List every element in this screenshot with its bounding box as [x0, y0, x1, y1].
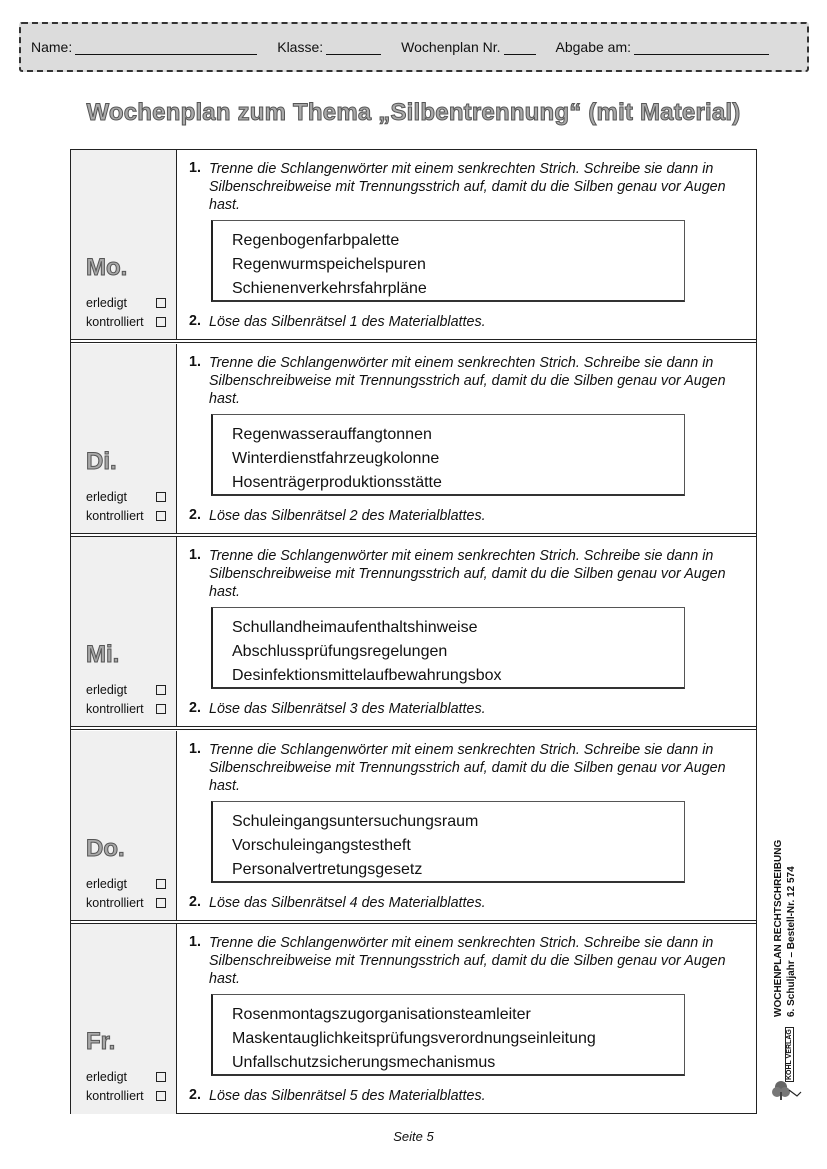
task-2-text: Löse das Silbenrätsel 3 des Materialblattes. [209, 701, 486, 717]
checked-label: kontrolliert [86, 895, 144, 910]
task-2-text: Löse das Silbenrätsel 2 des Materialblattes. [209, 507, 486, 524]
task-cell [177, 150, 756, 340]
done-label: erledigt [86, 489, 127, 504]
due-date-blank[interactable] [634, 42, 769, 55]
day-cell [71, 731, 177, 921]
checked-label: kontrolliert [86, 508, 144, 523]
word-box [211, 414, 685, 496]
done-checkbox[interactable] [156, 1072, 166, 1082]
word-item: Maskentauglichkeitsprüfungsverordnungseinleitung [232, 1030, 596, 1047]
word-item: Rosenmontagszugorganisationsteamleiter [232, 1006, 531, 1023]
task-2-text: Löse das Silbenrätsel 5 des Materialblattes. [209, 1088, 486, 1104]
task-2 [189, 507, 739, 525]
checked-label: kontrolliert [86, 315, 144, 329]
task-1 [189, 741, 739, 795]
day-label: Fr. [86, 1028, 116, 1055]
day-label: Di. [86, 447, 117, 475]
task-2 [189, 313, 739, 331]
task-1 [189, 934, 739, 988]
name-field[interactable] [31, 39, 257, 55]
day-row [71, 344, 756, 534]
done-label: erledigt [86, 683, 127, 697]
task-2-number: 2. [189, 700, 201, 716]
day-cell [71, 150, 177, 340]
task-cell [177, 537, 756, 727]
done-checkbox[interactable] [156, 298, 166, 308]
due-date-label: Abgabe am: [555, 39, 632, 55]
task-2 [189, 894, 739, 912]
task-2-number: 2. [189, 1087, 201, 1103]
task-cell [177, 924, 756, 1114]
word-item: Schullandheimaufenthaltshinweise [232, 619, 478, 636]
word-item: Schuleingangsuntersuchungsraum [232, 812, 479, 830]
side-imprint [772, 837, 812, 1017]
checked-checkbox-row[interactable] [86, 1089, 166, 1103]
day-cell [71, 344, 177, 534]
task-1 [189, 354, 739, 408]
week-plan-table [70, 149, 757, 1114]
plan-number-label: Wochenplan Nr. [401, 39, 501, 55]
task-1-text: Trenne die Schlangenwörter mit einem senkrechten Strich. Schreibe sie dann in Silbenschreibweise mit Trennungsstrich auf, damit du die Silben genau vor Augen hast. [209, 161, 726, 213]
word-item: Winterdienstfahrzeugkolonne [232, 449, 440, 467]
day-row [71, 537, 756, 727]
side-imprint-line-2: 6. Schuljahr – Bestell-Nr. 12 574 [786, 866, 797, 1017]
word-item: Hosenträgerproduktionsstätte [232, 473, 442, 491]
day-cell [71, 537, 177, 727]
task-2-text: Löse das Silbenrätsel 1 des Materialblattes. [209, 314, 486, 330]
done-checkbox[interactable] [156, 685, 166, 695]
task-1-text: Trenne die Schlangenwörter mit einem senkrechten Strich. Schreibe sie dann in Silbenschreibweise mit Trennungsstrich auf, damit du die Silben genau vor Augen hast. [209, 354, 726, 407]
done-checkbox-row[interactable] [86, 877, 166, 891]
done-checkbox-row[interactable] [86, 1070, 166, 1084]
done-checkbox[interactable] [156, 879, 166, 889]
row-separator [71, 533, 756, 537]
row-separator [71, 339, 756, 343]
task-2-text: Löse das Silbenrätsel 4 des Materialblattes. [209, 894, 486, 911]
word-item: Regenwurmspeichelspuren [232, 256, 426, 273]
done-label: erledigt [86, 876, 127, 891]
done-checkbox-row[interactable] [86, 490, 166, 504]
word-item: Vorschuleingangstestheft [232, 836, 411, 854]
publisher-logo [771, 1029, 811, 1100]
class-field[interactable] [277, 39, 381, 55]
due-date-field[interactable] [556, 39, 770, 55]
task-1-text: Trenne die Schlangenwörter mit einem senkrechten Strich. Schreibe sie dann in Silbenschreibweise mit Trennungsstrich auf, damit du die Silben genau vor Augen hast. [209, 741, 726, 794]
done-checkbox-row[interactable] [86, 683, 166, 697]
task-cell [177, 344, 756, 534]
checked-checkbox[interactable] [156, 1091, 166, 1101]
task-1-number: 1. [189, 740, 201, 757]
checked-checkbox-row[interactable] [86, 509, 166, 523]
checked-checkbox[interactable] [156, 511, 166, 521]
row-separator [71, 920, 756, 924]
checked-checkbox-row[interactable] [86, 315, 166, 329]
row-separator [71, 726, 756, 730]
checked-checkbox[interactable] [156, 317, 166, 327]
task-1 [189, 547, 739, 601]
word-box [211, 607, 685, 689]
name-blank[interactable] [75, 42, 257, 55]
day-label: Do. [86, 834, 125, 862]
checked-checkbox[interactable] [156, 898, 166, 908]
word-item: Schienenverkehrsfahrpläne [232, 280, 427, 297]
task-1-text: Trenne die Schlangenwörter mit einem senkrechten Strich. Schreibe sie dann in Silbenschreibweise mit Trennungsstrich auf, damit du die Silben genau vor Augen hast. [209, 935, 726, 987]
task-2-number: 2. [189, 893, 201, 910]
task-1-number: 1. [189, 160, 201, 176]
day-label: Mo. [86, 254, 128, 281]
task-2 [189, 700, 739, 718]
page-title: Wochenplan zum Thema „Silbentrennung“ (mit Material) [86, 99, 741, 126]
day-row [71, 924, 756, 1114]
task-2-number: 2. [189, 313, 201, 329]
day-cell [71, 924, 177, 1114]
task-1-text: Trenne die Schlangenwörter mit einem senkrechten Strich. Schreibe sie dann in Silbenschreibweise mit Trennungsstrich auf, damit du die Silben genau vor Augen hast. [209, 548, 726, 600]
word-box [211, 801, 685, 883]
checked-label: kontrolliert [86, 1089, 144, 1103]
page-number: Seite 5 [393, 1129, 434, 1144]
day-row [71, 731, 756, 921]
task-1-number: 1. [189, 934, 201, 950]
word-item: Personalvertretungsgesetz [232, 860, 423, 878]
day-label: Mi. [86, 641, 120, 668]
task-1 [189, 160, 739, 214]
done-label: erledigt [86, 296, 127, 310]
word-item: Regenwasserauffangtonnen [232, 425, 432, 443]
checked-label: kontrolliert [86, 702, 144, 716]
checked-checkbox-row[interactable] [86, 896, 166, 910]
publisher-name: KOHL VERLAG [786, 1029, 793, 1080]
word-item: Regenbogenfarbpalette [232, 232, 400, 249]
done-checkbox[interactable] [156, 492, 166, 502]
checked-checkbox-row[interactable] [86, 702, 166, 716]
task-1-number: 1. [189, 353, 201, 370]
task-1-number: 1. [189, 547, 201, 563]
header-form [19, 22, 809, 72]
word-item: Desinfektionsmittelaufbewahrungsbox [232, 667, 502, 684]
word-item: Abschlussprüfungsregelungen [232, 643, 448, 660]
task-2-number: 2. [189, 506, 201, 523]
word-box [211, 994, 685, 1076]
class-label: Klasse: [277, 39, 324, 55]
plan-number-field[interactable] [401, 39, 535, 55]
class-blank[interactable] [326, 42, 381, 55]
done-label: erledigt [86, 1070, 127, 1084]
day-row [71, 150, 756, 340]
word-box [211, 220, 685, 302]
word-item: Unfallschutzsicherungsmechanismus [232, 1054, 496, 1071]
done-checkbox-row[interactable] [86, 296, 166, 310]
task-2 [189, 1087, 739, 1105]
plan-number-blank[interactable] [504, 42, 536, 55]
task-cell [177, 731, 756, 921]
checked-checkbox[interactable] [156, 704, 166, 714]
side-imprint-line-1: WOCHENPLAN RECHTSCHREIBUNG [773, 839, 784, 1017]
name-label: Name: [31, 39, 73, 55]
